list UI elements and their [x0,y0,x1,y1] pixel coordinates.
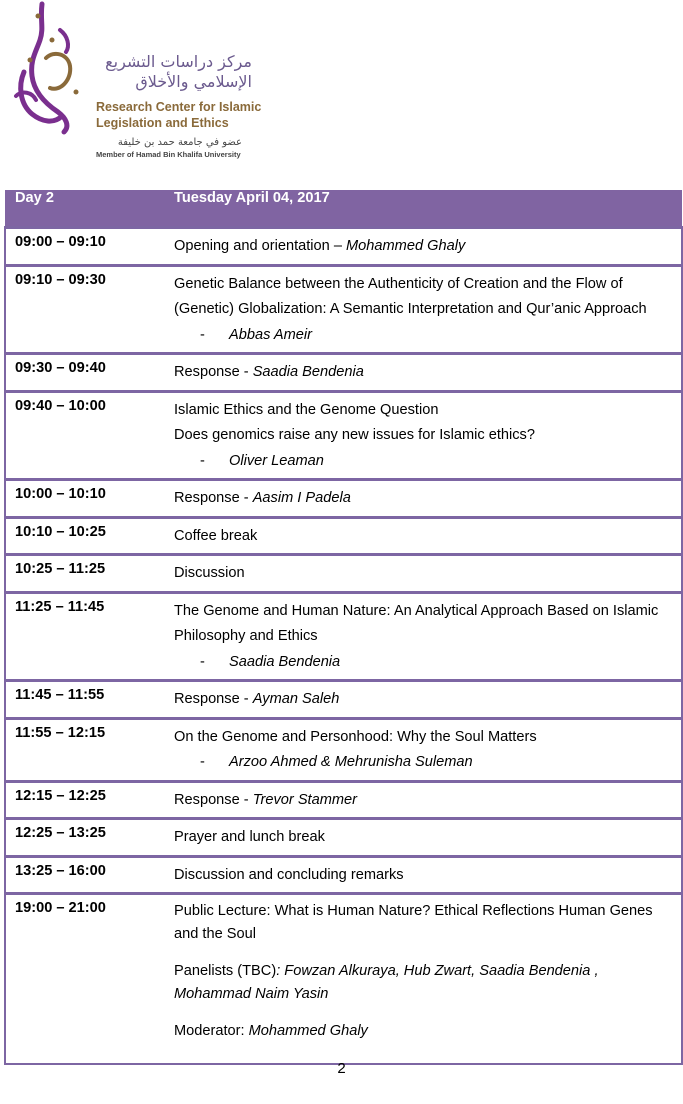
center-logo [10,0,262,165]
session-title: Islamic Ethics and the Genome Question [174,401,439,418]
session-cell [170,391,682,480]
page-number: 2 [337,1060,346,1077]
session-cell [170,354,682,392]
logo-english-member: Member of Hamad Bin Khalifa University [96,150,241,159]
table-row [5,681,682,719]
time-cell: 10:00 – 10:10 [5,480,170,518]
session-cell [170,265,682,354]
session-title: Response - [174,691,253,707]
moderator-name: Mohammed Ghaly [248,1023,368,1039]
time-cell: 10:25 – 11:25 [5,555,170,593]
time-cell: 12:25 – 13:25 [5,819,170,857]
session-title: Response - [174,490,253,506]
session-cell: Discussion [170,555,682,593]
logo-arabic-line-1: مركز دراسات التشريع [105,52,252,71]
speaker-name: Mohammed Ghaly [346,238,466,254]
speaker-name: Saadia Bendenia [252,364,364,380]
speaker-name: Abbas Ameir [229,326,313,343]
table-row [5,517,682,555]
time-cell: 19:00 – 21:00 [5,894,170,1065]
speaker-name: Saadia Bendenia [229,653,341,670]
dash-bullet: - [200,452,205,469]
session-title: Public Lecture: What is Human Nature? Ethical Reflections Human Genes and the Soul [174,903,653,942]
time-cell: 11:45 – 11:55 [5,681,170,719]
session-subtitle: Does genomics raise any new issues for Islamic ethics? [174,427,535,443]
schedule-table [4,190,683,1065]
date-label: Tuesday April 04, 2017 [170,190,682,228]
time-cell: 09:10 – 09:30 [5,265,170,354]
time-cell: 13:25 – 16:00 [5,856,170,894]
session-title: Genetic Balance between the Authenticity of Creation and the Flow of (Genetic) Globalization: A Semantic Interpretation and Qur’anic Approach [174,275,647,317]
time-cell: 09:30 – 09:40 [5,354,170,392]
session-title: On the Genome and Personhood: Why the Soul Matters [174,728,537,745]
panelists-colon: : [276,963,285,979]
session-cell [170,781,682,819]
session-cell [170,718,682,781]
dash-bullet: - [200,326,205,343]
session-cell [170,894,682,1065]
speaker-line [174,750,675,776]
session-cell: Discussion and concluding remarks [170,856,682,894]
dash-bullet: - [200,653,205,670]
time-cell: 09:00 – 09:10 [5,228,170,266]
table-row [5,354,682,392]
speaker-line [174,323,675,349]
table-row [5,856,682,894]
schedule-header-row [5,190,682,228]
table-row [5,265,682,354]
time-cell: 11:25 – 11:45 [5,592,170,681]
panelists-line [174,960,675,1006]
session-title: Response - [174,364,253,380]
time-cell: 12:15 – 12:25 [5,781,170,819]
table-row [5,781,682,819]
time-cell: 11:55 – 12:15 [5,718,170,781]
session-cell [170,480,682,518]
speaker-line [174,449,675,475]
table-row [5,480,682,518]
panelists-label: Panelists (TBC) [174,963,277,979]
logo-arabic-line-2: الإسلامي والأخلاق [135,72,252,91]
table-row [5,555,682,593]
session-cell: Prayer and lunch break [170,819,682,857]
logo-arabic-member: عضو في جامعة حمد بن خليفة [117,137,242,148]
session-cell [170,228,682,266]
table-row [5,592,682,681]
moderator-line [174,1020,675,1043]
session-cell [170,681,682,719]
session-cell: Coffee break [170,517,682,555]
panelists-names: Fowzan Alkuraya, Hub Zwart, Saadia Bendenia , Mohammad Naim Yasin [174,963,599,1002]
table-row [5,228,682,266]
speaker-name: Trevor Stammer [252,791,358,808]
moderator-label: Moderator: [174,1023,249,1039]
table-row [5,391,682,480]
speaker-name: Aasim I Padela [252,490,351,506]
session-cell [170,592,682,681]
speaker-name: Arzoo Ahmed & Mehrunisha Suleman [229,754,473,770]
table-row [5,894,682,1065]
dash-bullet: - [200,754,205,770]
table-row [5,718,682,781]
session-title: The Genome and Human Nature: An Analytical Approach Based on Islamic Philosophy and Ethics [174,602,659,644]
day-label: Day 2 [5,190,170,228]
calligraphy-emblem-icon [10,0,94,140]
speaker-line [174,650,675,676]
logo-english-line-2: Legislation and Ethics [96,116,229,130]
time-cell: 10:10 – 10:25 [5,517,170,555]
session-title: Opening and orientation – [174,238,347,254]
table-row [5,819,682,857]
time-cell: 09:40 – 10:00 [5,391,170,480]
speaker-name: Oliver Leaman [229,452,324,469]
speaker-name: Ayman Saleh [252,691,340,707]
session-title: Response - [174,791,253,808]
logo-english-line-1: Research Center for Islamic [96,100,262,114]
